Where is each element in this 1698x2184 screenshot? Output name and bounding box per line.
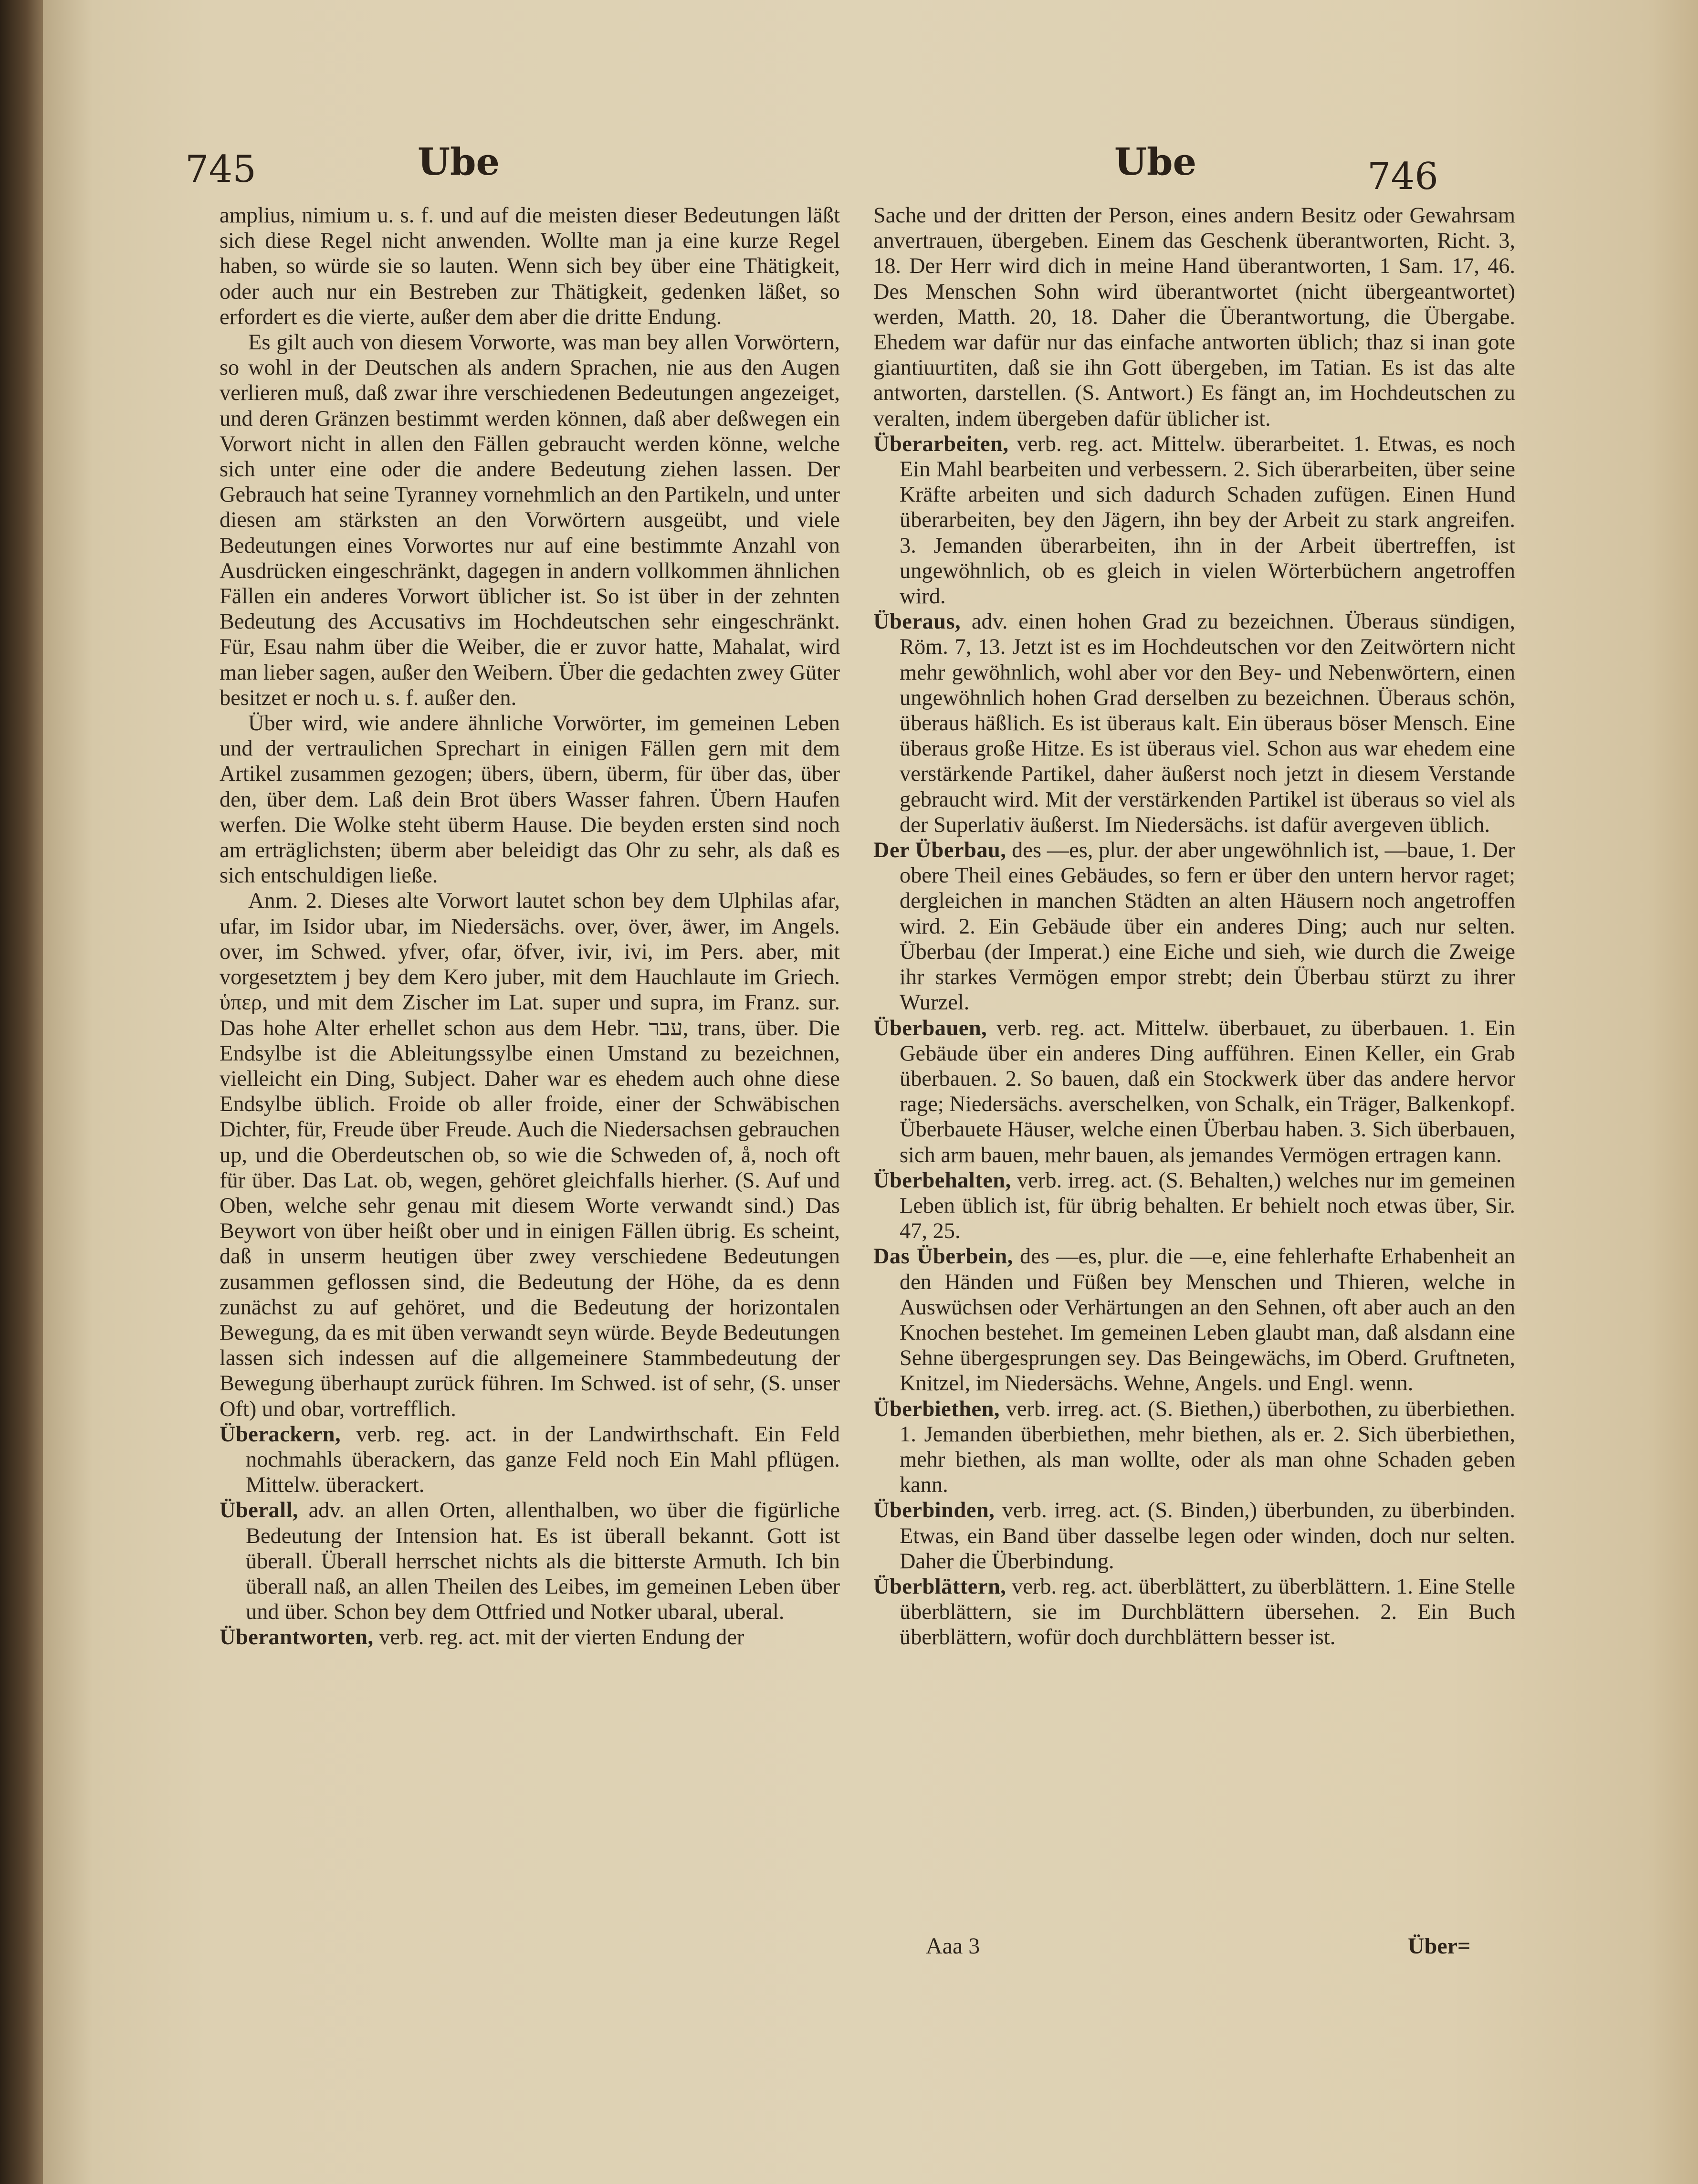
entry-ueberbau (873, 838, 1515, 1015)
entry-ueberall (220, 1498, 840, 1625)
lemma: Überantworten, (220, 1625, 374, 1650)
paragraph-annotation: Anm. 2. Dieses alte Vorwort lautet schon bey dem Ulphilas afar, ufar, im Isidor ubar, im Niedersächs. over, över, äwer, im Angels. over, im Schwed. yfver, ofar, öfver, ivir, ivi, im Pers. aber, mit vorgesetztem j bey dem Kero juber, mit dem Hauchlaute im Griech. ὑπερ, und mit dem Zischer im Lat. super und supra, im Franz. sur. Das hohe Alter erhellet schon aus dem Hebr. עבר, trans, über. Die Endsylbe ist die Ableitungssylbe einen Umstand zu bezeichnen, vielleicht ein Ding, Subject. Daher war es ehedem auch ohne diese Endsylbe üblich. Froide ob aller froide, einer der Schwäbischen Dichter, für, Freude über Freude. Auch die Niedersachsen gebrauchen up, und die Oberdeutschen ob, so wie die Schweden of, å, noch oft für über. Das Lat. ob, wegen, gehöret gleichfalls hierher. (S. Auf und Oben, welche sehr genau mit diesem Worte verwandt sind.) Das Beywort von über heißt ober und in einigen Fällen übrig. Es scheint, daß in unserm heutigen über zwey verschiedene Bedeutungen zusammen geflossen sind, die Bedeutung der Höhe, da es denn zunächst zu auf gehöret, und die Bedeutung der horizontalen Bewegung, da es mit üben verwandt seyn würde. Beyde Bedeutungen lassen sich indessen auf die allgemeinere Stammbedeutung der Bewegung überhaupt zurück führen. Im Schwed. ist of sehr, (S. unser Oft) und obar, vortrefflich. (220, 889, 840, 1421)
entry-ueberbiethen (873, 1396, 1515, 1498)
entry-ueberackern (220, 1422, 840, 1498)
left-column (220, 203, 840, 1650)
lemma: Das Überbein, (873, 1244, 1013, 1269)
entry-ueberarbeiten (873, 431, 1515, 609)
lemma: Überblättern, (873, 1574, 1006, 1599)
lemma: Überbauen, (873, 1016, 987, 1040)
right-running-head: Ube (1114, 140, 1197, 184)
paragraph-continued: amplius, nimium u. s. f. und auf die meisten dieser Bedeutungen läßt sich diese Regel nicht anwenden. Wollte man ja eine kurze Regel haben, so würde sie so lauten. Wenn sich bey über eine Thätigkeit, oder auch nur ein Bestreben zur Thätigkeit, gedenken läßet, so erfordert es die vierte, außer dem aber die dritte Endung. (220, 203, 840, 329)
definition: verb. irreg. act. (S. Biethen,) überbothen, zu überbiethen. 1. Jemanden überbiethen, mehr biethen, als er. 2. Sich überbiethen, mehr biethen, als man wollte, oder als man ohne Schaden geben kann. (900, 1396, 1515, 1498)
right-page-number: 746 (1367, 155, 1438, 198)
entry-ueberbinden (873, 1498, 1515, 1574)
entry-ueberbein (873, 1244, 1515, 1396)
dictionary-page (43, 0, 1698, 2184)
definition: adv. an allen Orten, allenthalben, wo über die figürliche Bedeutung der Intension hat. Es ist überall bekannt. Gott ist überall. Überall herrschet nichts als die bitterste Armuth. Ich bin überall naß, an allen Theilen des Leibes, im gemeinen Leben über und über. Schon bey dem Ottfried und Notker ubaral, uberal. (246, 1498, 840, 1625)
paragraph-contractions: Über wird, wie andere ähnliche Vorwörter, im gemeinen Leben und der vertraulichen Sprechart in einigen Fällen gern mit dem Artikel zusammen gezogen; übers, übern, überm, für über das, über den, über dem. Laß dein Brot übers Wasser fahren. Übern Haufen werfen. Die Wolke steht überm Hause. Die beyden ersten sind noch am erträglichsten; überm aber beleidigt das Ohr zu sehr, als daß es sich entschuldigen ließe. (220, 711, 840, 888)
paragraph-continued: Sache und der dritten der Person, eines andern Besitz oder Gewahrsam anvertrauen, übergeben. Einem das Geschenk überantworten, Richt. 3, 18. Der Herr wird dich in meine Hand überantworten, 1 Sam. 17, 46. Des Menschen Sohn wird überantwortet (nicht übergeantwortet) werden, Matth. 20, 18. Daher die Überantwortung, die Übergabe. Ehedem war dafür nur das einfache antworten üblich; thaz si inan gote giantiuurtiten, daß sie ihn Gott übergeben, im Tatian. Es ist das alte antworten, darstellen. (S. Antwort.) Es fängt an, im Hochdeutschen zu veralten, indem übergeben dafür üblicher ist. (873, 203, 1515, 431)
right-column (873, 203, 1515, 1650)
lemma: Überbinden, (873, 1498, 995, 1523)
definition: verb. reg. act. mit der vierten Endung der (379, 1625, 744, 1650)
lemma: Überackern, (220, 1422, 341, 1447)
entry-ueberblaettern (873, 1574, 1515, 1650)
definition: des —es, plur. die —e, eine fehlerhafte Erhabenheit an den Händen und Füßen bey Menschen und Thieren, welche in Auswüchsen oder Verhärtungen an den Sehnen, oft aber auch an den Knochen bestehet. Im gemeinen Leben glaubt man, daß alsdann eine Sehne übergesprungen sey. Das Beingewächs, im Oberd. Gruftneten, Knitzel, im Niedersächs. Wehne, Angels. und Engl. wenn. (900, 1244, 1515, 1396)
book-spine (0, 0, 43, 2184)
definition: verb. reg. act. überblättert, zu überblättern. 1. Eine Stelle überblättern, sie im Durchblättern übersehen. 2. Ein Buch überblättern, wofür doch durchblättern besser ist. (900, 1574, 1515, 1650)
entry-ueberaus (873, 609, 1515, 838)
definition: verb. irreg. act. (S. Behalten,) welches nur im gemeinen Leben üblich ist, für übrig behalten. Er behielt noch etwas über, Sir. 47, 25. (900, 1168, 1515, 1244)
left-page-number: 745 (185, 148, 256, 191)
lemma: Überbehalten, (873, 1168, 1011, 1193)
entry-ueberbehalten (873, 1168, 1515, 1244)
lemma: Der Überbau, (873, 838, 1006, 863)
definition: verb. reg. act. in der Landwirthschaft. Ein Feld nochmahls überackern, das ganze Feld noch Ein Mahl pflügen. Mittelw. überackert. (246, 1422, 840, 1498)
definition: verb. irreg. act. (S. Binden,) überbunden, zu überbinden. Etwas, ein Band über dasselbe legen oder winden, doch nur selten. Daher die Überbindung. (900, 1498, 1515, 1574)
definition: verb. reg. act. Mittelw. überbauet, zu überbauen. 1. Ein Gebäude über ein anderes Ding aufführen. Einen Keller, ein Grab überbauen. 2. So bauen, daß ein Stockwerk über das andere hervor rage; Niedersächs. averschelken, von Schalk, ein Träger, Balkenkopf. Überbauete Häuser, welche einen Überbau haben. 3. Sich überbauen, sich arm bauen, mehr bauen, als jemandes Vermögen ertragen kann. (900, 1016, 1515, 1167)
definition: verb. reg. act. Mittelw. überarbeitet. 1. Etwas, es noch Ein Mahl bearbeiten und verbessern. 2. Sich überarbeiten, über seine Kräfte arbeiten und sich dadurch Schaden zufügen. Einen Hund überarbeiten, bey den Jägern, ihn bey der Arbeit zu stark angreifen. 3. Jemanden überarbeiten, ihn in der Arbeit übertreffen, ist ungewöhnlich, ob es gleich in vielen Wörterbüchern angetroffen wird. (900, 431, 1515, 609)
entry-ueberbauen (873, 1016, 1515, 1168)
entry-ueberantworten (220, 1625, 840, 1650)
definition: adv. einen hohen Grad zu bezeichnen. Überaus sündigen, Röm. 7, 13. Jetzt ist es im Hochdeutschen vor den Zeitwörtern nicht mehr gewöhnlich, wohl aber vor den Bey- und Nebenwörtern, einen ungewöhnlich hohen Grad derselben zu bezeichnen. Überaus schön, überaus häßlich. Es ist überaus kalt. Ein überaus böser Mensch. Eine überaus große Hitze. Es ist überaus viel. Schon aus war ehedem eine verstärkende Partikel, daher äußerst noch jetzt in diesem Verstande gebraucht wird. Mit der verstärkenden Partikel ist überaus so viel als der Superlativ äußerst. Im Niedersächs. ist dafür avergeven üblich. (900, 609, 1515, 837)
lemma: Überaus, (873, 609, 961, 634)
catchword: Über= (1408, 1933, 1471, 1959)
left-running-head: Ube (418, 140, 500, 184)
lemma: Überall, (220, 1498, 299, 1523)
paragraph-usage: Es gilt auch von diesem Vorworte, was man bey allen Vorwörtern, so wohl in der Deutschen als andern Sprachen, nie aus den Augen verlieren muß, daß zwar ihre verschiedenen Bedeutungen angezeiget, und deren Gränzen bestimmt werden können, daß aber deßwegen ein Vorwort nicht in allen den Fällen gebraucht werden könne, welche sich unter eine oder die andere Bedeutung ziehen lassen. Der Gebrauch hat seine Tyranney vornehmlich an den Partikeln, und unter diesen am stärksten an den Vorwörtern ausgeübt, und viele Bedeutungen eines Vorwortes nur auf eine bestimmte Anzahl von Ausdrücken eingeschränkt, dagegen in andern vollkommen ähnlichen Fällen ein anderes Vorwort üblicher ist. So ist über in der zehnten Bedeutung des Accusativs im Hochdeutschen sehr eingeschränkt. Für, Esau nahm über die Weiber, die er zuvor hatte, Mahalat, wird man lieber sagen, außer den Weibern. Über die gedachten zwey Güter besitzet er noch u. s. f. außer den. (220, 330, 840, 710)
lemma: Überarbeiten, (873, 431, 1009, 456)
signature-mark: Aaa 3 (926, 1933, 980, 1959)
definition: des —es, plur. der aber ungewöhnlich ist, —baue, 1. Der obere Theil eines Gebäudes, so fern er über den untern hervor raget; dergleichen in manchen Städten an alten Häusern noch angetroffen wird. 2. Ein Gebäude über ein anderes Ding; auch nur selten. Überbau (der Imperat.) eine Eiche und sieh, wie durch die Zweige ihr starkes Vermögen empor strebt; dein Überbau stürzt zu ihrer Wurzel. (900, 838, 1515, 1015)
lemma: Überbiethen, (873, 1396, 1000, 1421)
